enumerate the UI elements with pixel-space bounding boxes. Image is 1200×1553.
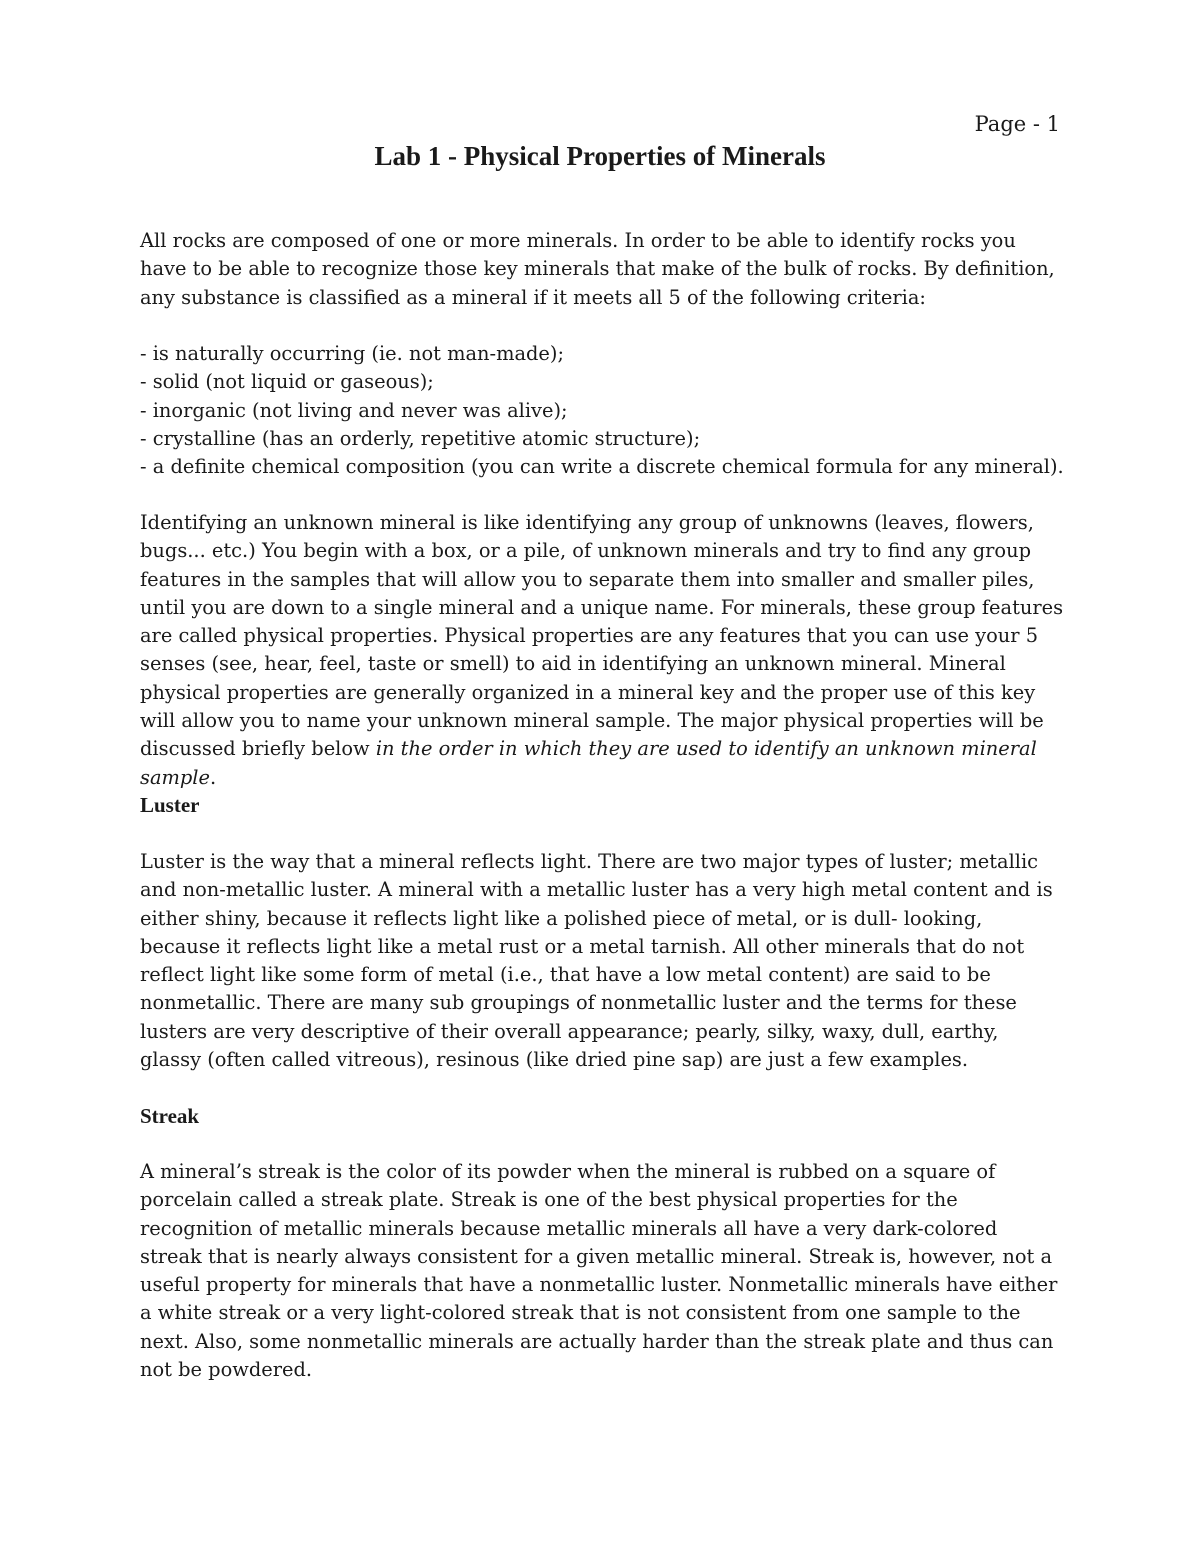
criteria-item: - inorganic (not living and never was alive); [140,398,568,422]
identifying-paragraph [140,509,1065,792]
page-title: Lab 1 - Physical Properties of Minerals [374,141,826,171]
luster-paragraph: Luster is the way that a mineral reflects light. There are two major types of luster; metallic and non-metallic luster. A mineral with a metallic luster has a very high metal content and is either shiny, because it reflects light like a polished piece of metal, or is dull- looking, because it reflects light like a metal rust or a metal tarnish. All other minerals that do not reflect light like some form of metal (i.e., that have a low metal content) are said to be nonmetallic. There are many sub groupings of nonmetallic luster and the terms for these lusters are very descriptive of their overall appearance; pearly, silky, waxy, dull, earthy, glassy (often called vitreous), resinous (like dried pine sap) are just a few examples. [140,850,1053,1072]
criteria-list [140,340,1065,481]
intro-paragraph: All rocks are composed of one or more minerals. In order to be able to identify rocks you have to be able to recognize those key minerals that make of the bulk of rocks. By definition, any substance is classified as a mineral if it meets all 5 of the following criteria: [140,229,1055,309]
criteria-item: - is naturally occurring (ie. not man-made); [140,342,565,365]
luster-heading: Luster [140,793,200,817]
page-number: Page - 1 [974,112,1060,136]
criteria-item: - solid (not liquid or gaseous); [140,370,434,394]
identifying-emphasis: in the order in which they are used to identify an unknown mineral sample [140,737,1037,789]
identifying-text: Identifying an unknown mineral is like identifying any group of unknowns (leaves, flowers, bugs... etc.) You begin with a box, or a pile, of unknown minerals and try to find any group features in the samples that will allow you to separate them into smaller and smaller piles, until you are down to a single mineral and a unique name. For minerals, these group features are called physical properties. Physical properties are any features that you can use your 5 senses (see, hear, feel, taste or smell) to aid in identifying an unknown mineral. Mineral physical properties are generally organized in a mineral key and the proper use of this key will allow you to name your unknown mineral sample. The major physical properties will be discussed briefly below [140,511,1064,761]
streak-paragraph: A mineral’s streak is the color of its powder when the mineral is rubbed on a square of porcelain called a streak plate. Streak is one of the best physical properties for the recognition of metallic minerals because metallic minerals all have a very dark-colored streak that is nearly always consistent for a given metallic mineral. Streak is, however, not a useful property for minerals that have a nonmetallic luster. Nonmetallic minerals have either a white streak or a very light-colored streak that is not consistent from one sample to the next. Also, some nonmetallic minerals are actually harder than the streak plate and thus can not be powdered. [140,1160,1058,1382]
streak-heading: Streak [140,1104,200,1128]
identifying-end: . [210,765,217,789]
criteria-item: - a definite chemical composition (you can write a discrete chemical formula for any mineral). [140,455,1064,479]
criteria-item: - crystalline (has an orderly, repetitive atomic structure); [140,426,701,450]
